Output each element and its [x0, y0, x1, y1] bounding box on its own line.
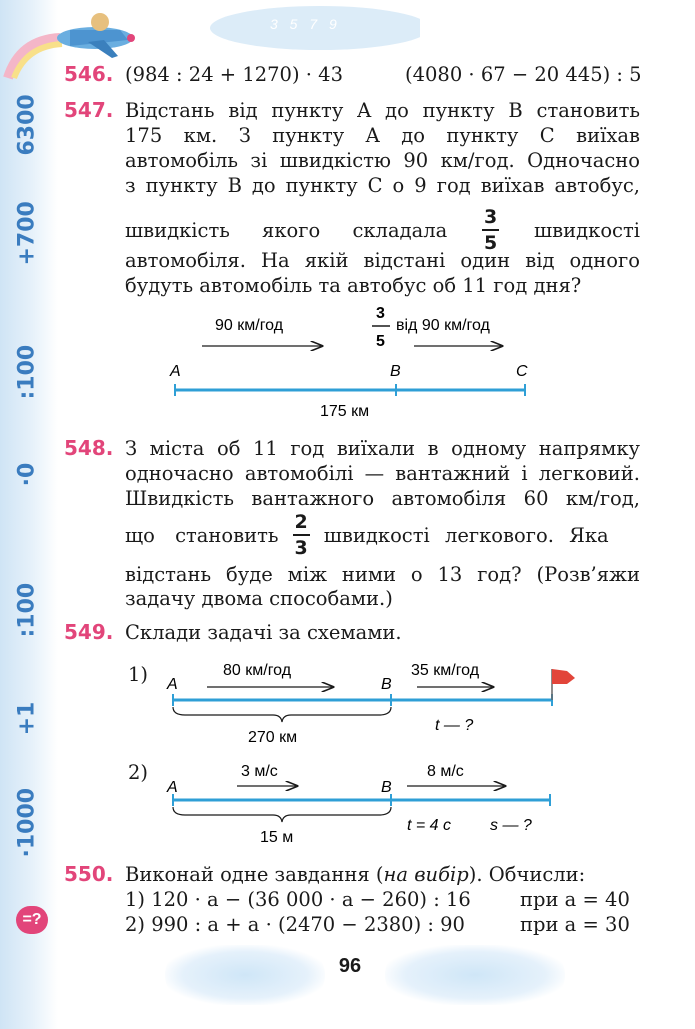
task-548-line-4: [125, 510, 640, 560]
scheme-2-point-b: B: [381, 779, 392, 796]
scheme-1-time: t — ?: [435, 717, 474, 734]
airplane-icon: [57, 13, 135, 58]
scheme-2-distance: 15 м: [260, 829, 294, 846]
task-550-item-2: 2) 990 : a + a · (2470 − 2380) : 90: [125, 913, 465, 936]
task-550-item-1: 1) 120 · a − (36 000 · a − 260) : 16: [125, 888, 471, 911]
scheme-2-unknown: s — ?: [490, 817, 532, 834]
task-546-expression-1: (984 : 24 + 1270) · 43: [125, 63, 343, 86]
scheme-2-diagram: [155, 752, 585, 852]
scheme-1-distance: 270 км: [248, 729, 298, 746]
page-number: 96: [338, 955, 362, 977]
margin-note-6300: 6300: [14, 94, 40, 156]
scheme-1-point-a: A: [167, 676, 178, 693]
task-548-line-2: одночасно автомобілі — вантажний і легковий.: [125, 462, 640, 485]
check-icon-badge: =?: [16, 906, 48, 934]
scheme-2-time: t = 4 с: [407, 817, 452, 834]
task-number-548: 548.: [64, 436, 114, 460]
task-547-line-4: з пункту B до пункту C о 9 год виїхав автобус,: [125, 174, 640, 197]
task-550-intro-emphasis: на вибір: [383, 863, 469, 886]
task-547-line-1: Відстань від пункту A до пункту B становить: [125, 99, 640, 122]
scheme-2-brace: [173, 807, 391, 822]
scheme-1-brace: [173, 707, 391, 722]
footer-cloud-right: [385, 945, 565, 1005]
scheme-1-diagram: [155, 655, 585, 750]
margin-note-plus700: +700: [14, 201, 40, 266]
task-548-fraction: [293, 510, 310, 560]
task-547-diagram: [160, 300, 560, 425]
diagram-547-point-c: C: [516, 363, 528, 380]
margin-note-times0: ·0: [14, 462, 40, 487]
diagram-547-point-b: B: [390, 363, 401, 380]
scheme-2-point-a: A: [167, 779, 178, 796]
task-number-549: 549.: [64, 620, 114, 644]
task-550-intro-start: Виконай одне завдання (: [125, 863, 384, 886]
diagram-547-frac-n: 3: [376, 305, 385, 322]
task-547-line-5-start: швидкість якого складала: [125, 218, 448, 242]
margin-note-div100-b: :100: [14, 582, 40, 638]
header-digits: 3 5 7 9: [270, 16, 341, 32]
task-number-547: 547.: [64, 98, 114, 122]
scheme-1-label: 1): [128, 663, 149, 686]
task-549-text: Склади задачі за схемами.: [125, 621, 402, 644]
margin-note-times1000: ·1000: [14, 787, 40, 858]
task-548-line-6: задачу двома способами.): [125, 587, 393, 610]
flag-icon: [552, 669, 575, 700]
task-550-intro: [125, 862, 585, 887]
task-547-line-3: автомобіль зі швидкістю 90 км/год. Одночасно: [125, 149, 640, 172]
task-547-line-7: будуть автомобіль та автобус об 11 год дня?: [125, 274, 582, 297]
fraction-numerator: 2: [293, 510, 310, 536]
task-548-line-5: відстань буде між ними о 13 год? (Розв’яжи: [125, 563, 640, 586]
diagram-547-distance: 175 км: [320, 403, 370, 420]
task-547-line-5-end: швидкості: [534, 218, 640, 242]
diagram-547-point-a: A: [170, 363, 181, 380]
diagram-547-frac-d: 5: [376, 333, 385, 350]
fraction-denominator: 3: [294, 537, 308, 559]
fraction-denominator: 5: [484, 232, 498, 254]
margin-note-div100: :100: [14, 344, 40, 400]
task-546-expression-2: (4080 · 67 − 20 445) : 5: [405, 63, 642, 86]
margin-note-plus1: +1: [14, 701, 40, 736]
diagram-547-speed-1: 90 км/год: [215, 317, 284, 334]
scheme-1-speed-1: 80 км/год: [223, 662, 292, 679]
task-number-546: 546.: [64, 62, 114, 86]
task-548-line-3: Швидкість вантажного автомобіля 60 км/год,: [125, 487, 640, 510]
task-548-line-1: З міста об 11 год виїхали в одному напрямку: [125, 437, 640, 460]
task-548-line-4-end: швидкості легкового. Яка: [323, 523, 609, 547]
fraction-numerator: 3: [482, 205, 499, 231]
scheme-2-speed-1: 3 м/с: [241, 763, 278, 780]
task-550-condition-1: при a = 40: [520, 888, 630, 911]
scheme-2-label: 2): [128, 761, 149, 784]
footer-cloud-left: [165, 945, 325, 1005]
scheme-2-speed-2: 8 м/с: [427, 763, 464, 780]
scheme-1-speed-2: 35 км/год: [411, 662, 480, 679]
task-547-line-6: автомобіля. На якій відстані один від одного: [125, 249, 640, 272]
task-550-condition-2: при a = 30: [520, 913, 630, 936]
diagram-547-speed-2: від 90 км/год: [396, 317, 490, 334]
task-547-line-2: 175 км. З пункту A до пункту C виїхав: [125, 124, 640, 147]
task-number-550: 550.: [64, 862, 114, 886]
task-548-line-4-start: що становить: [125, 523, 279, 547]
task-550-intro-end: ). Обчисли:: [468, 863, 586, 886]
scheme-1-point-b: B: [381, 676, 392, 693]
